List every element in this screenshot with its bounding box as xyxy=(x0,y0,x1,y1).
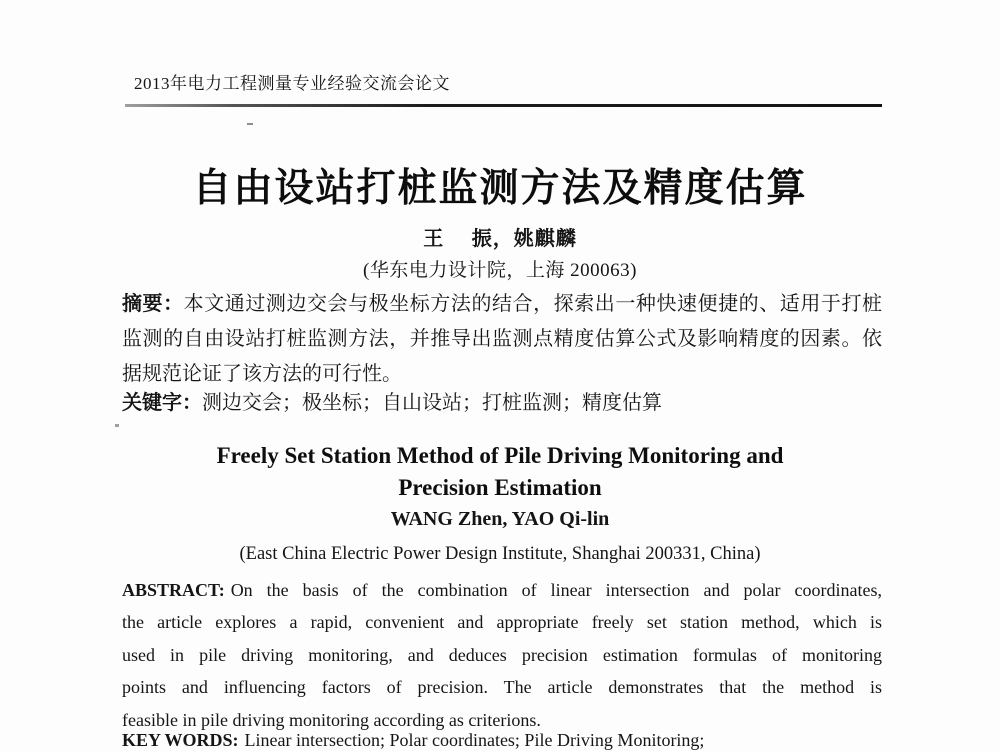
paper-title-en-line: Precision Estimation xyxy=(398,475,602,500)
abstract-en-line: the article explores a rapid, convenient and appropriate freely set station method, which is xyxy=(122,612,882,633)
abstract-zh xyxy=(122,287,882,392)
keywords-label-zh: 关键字： xyxy=(122,392,202,414)
authors-en: WANG Zhen, YAO Qi-lin xyxy=(390,508,610,530)
paper-title-en xyxy=(0,440,1000,504)
abstract-en xyxy=(122,574,882,736)
abstract-en-line xyxy=(122,574,882,606)
conference-header: 2013年电力工程测量专业经验交流会论文 xyxy=(134,74,450,93)
keywords-text-zh: 测边交会；极坐标；自山设站；打桩监测；精度估算 xyxy=(202,392,662,414)
scan-artifact xyxy=(247,123,253,125)
affiliation-zh: (华东电力设计院，上海 200063) xyxy=(363,260,637,281)
keywords-text-en: Linear intersection; Polar coordinates; Pile Driving Monitoring; xyxy=(244,730,705,750)
abstract-en-line: points and influencing factors of precision. The article demonstrates that the method is xyxy=(122,677,882,698)
keywords-en xyxy=(122,727,892,753)
scan-artifact xyxy=(115,424,119,427)
abstract-zh-line: 据规范论证了该方法的可行性。 xyxy=(122,363,402,385)
header-divider xyxy=(125,104,882,107)
paper-title-en-line: Freely Set Station Method of Pile Driving Monitoring and xyxy=(216,443,784,468)
abstract-zh-line xyxy=(122,287,882,322)
abstract-en-line: feasible in pile driving monitoring according as criterions. xyxy=(122,709,541,730)
abstract-en-text: On the basis of the combination of linear intersection and polar coordinates, xyxy=(230,580,882,600)
paper-title-zh: 自由设站打桩监测方法及精度估算 xyxy=(192,167,808,210)
authors-zh: 王 振，姚麒麟 xyxy=(423,228,577,250)
affiliation-en: (East China Electric Power Design Institute, Shanghai 200331, China) xyxy=(239,544,761,564)
keywords-label-en: KEY WORDS: xyxy=(122,730,239,750)
abstract-zh-line: 监测的自由设站打桩监测方法，并推导出监测点精度估算公式及影响精度的因素。依 xyxy=(122,328,882,350)
abstract-en-line: used in pile driving monitoring, and deduces precision estimation formulas of monitoring xyxy=(122,644,882,665)
abstract-zh-text: 本文通过测边交会与极坐标方法的结合，探索出一种快速便捷的、适用于打桩 xyxy=(183,293,883,315)
keywords-zh xyxy=(122,388,882,418)
abstract-label-en: ABSTRACT: xyxy=(122,580,225,600)
abstract-label-zh: 摘要： xyxy=(122,293,184,315)
